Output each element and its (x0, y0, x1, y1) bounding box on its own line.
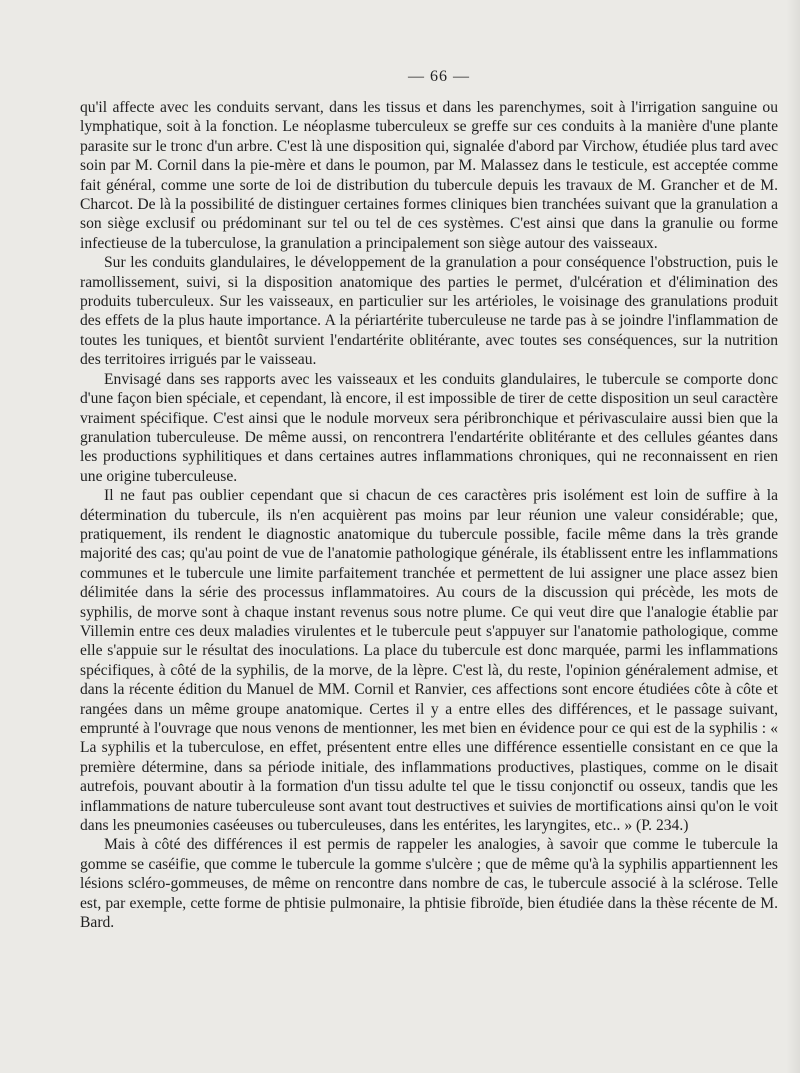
paragraph-glandular-conduits: Sur les conduits glandulaires, le développement de la granulation a pour conséquence l'obstruction, puis le ramollissement, suivi, si la disposition anatomique des parties le permet, d'ulcération et d'élimination des produits tuberculeux. Sur les vaisseaux, en particulier sur les artérioles, le voisinage des granulations produit des effets de la plus haute importance. A la périartérite tuberculeuse ne tarde pas à se joindre l'inflammation de toutes les tuniques, et bientôt survient l'endartérite oblitérante, avec toutes ses conséquences, sur la nutrition des territoires irrigués par le vaisseau. (80, 254, 778, 369)
paragraph-analogies: Mais à côté des différences il est permis de rappeler les analogies, à savoir que comme le tubercule la gomme se caséifie, que comme le tubercule la gomme s'ulcère ; que de même qu'à la syphilis appartiennent les lésions scléro-gommeuses, de même on rencontre dans nombre de cas, le tubercule associé à la sclérose. Telle est, par exemple, cette forme de phtisie pulmonaire, la phtisie fibroïde, bien étudiée dans la thèse récente de M. Bard. (80, 836, 778, 932)
paragraph-vessels-relations: Envisagé dans ses rapports avec les vaisseaux et les conduits glandulaires, le tubercule se comporte donc d'une façon bien spéciale, et cependant, là encore, il est impossible de tirer de cette disposition un seul caractère vraiment spécifique. C'est ainsi que le nodule morveux sera péribronchique et périvasculaire aussi bien que la granulation tuberculeuse. De même aussi, on rencontrera l'endartérite oblitérante et des cellules géantes dans les productions syphilitiques et dans certaines autres inflammations chroniques, qui ne reconnaissent en rien une origine tuberculeuse. (80, 370, 778, 485)
paragraph-characters-value: Il ne faut pas oublier cependant que si chacun de ces caractères pris isolément est loin de suffire à la détermination du tubercule, ils n'en acquièrent pas moins par leur réunion une valeur considérable; que, pratiquement, ils rendent le diagnostic anatomique du tubercule possible, facile même dans la très grande majorité des cas; qu'au point de vue de l'anatomie pathologique générale, ils établissent entre les inflammations communes et le tubercule une limite parfaitement tranchée et permettent de lui assigner une place assez bien délimitée dans la série des processus inflammatoires. Au cours de la discussion qui précède, les mots de syphilis, de morve sont à chaque instant revenus sous notre plume. Ce qui veut dire que l'analogie établie par Villemin entre ces deux maladies virulentes et le tubercule peut s'appuyer sur l'anatomie pathologique, comme elle s'appuie sur le résultat des inoculations. La place du tubercule est donc marquée, parmi les inflammations spécifiques, à côté de la syphilis, de la morve, de la lèpre. C'est là, du reste, l'opinion généralement admise, et dans la récente édition du Manuel de MM. Cornil et Ranvier, ces affections sont encore étudiées côte à côte et rangées dans un même groupe anatomique. Certes il y a entre elles des différences, et le passage suivant, emprunté à l'ouvrage que nous venons de mentionner, les met bien en évidence pour ce qui est de la syphilis : « La syphilis et la tuberculose, en effet, présentent entre elles une différence essentielle consistant en ce que la première détermine, dans sa période initiale, des inflammations productives, plastiques, comme on le disait autrefois, pouvant aboutir à la formation d'un tissu adulte tel que le tissu conjonctif ou osseux, tandis que les inflammations de nature tuberculeuse sont avant tout destructives et suivies de mortifications ainsi qu'on le voit dans les pneumonies caséeuses ou tuberculeuses, dans les entérites, les laryngites, etc.. » (P. 234.) (80, 487, 778, 835)
paragraph-continuation: qu'il affecte avec les conduits servant, dans les tissus et dans les parenchymes, soit à l'irrigation sanguine ou lymphatique, soit à la fonction. Le néoplasme tuberculeux se greffe sur ces conduits à la manière d'une plante parasite sur le tronc d'un arbre. C'est là une disposition qui, signalée d'abord par Virchow, étudiée plus tard avec soin par M. Cornil dans la pie-mère et dans le poumon, par M. Malassez dans le testicule, est acceptée comme fait général, comme une sorte de loi de distribution du tubercule depuis les travaux de M. Grancher et de M. Charcot. De là la possibilité de distinguer certaines formes cliniques bien tranchées suivant que la granulation a son siège exclusif ou prédominant sur tel ou tel de ces systèmes. C'est ainsi que dans la granulie ou forme infectieuse de la tuberculose, la granulation a principalement son siège autour des vaisseaux. (80, 99, 778, 252)
page-number: — 66 — (408, 68, 470, 85)
page-edge-shadow (786, 0, 800, 1073)
